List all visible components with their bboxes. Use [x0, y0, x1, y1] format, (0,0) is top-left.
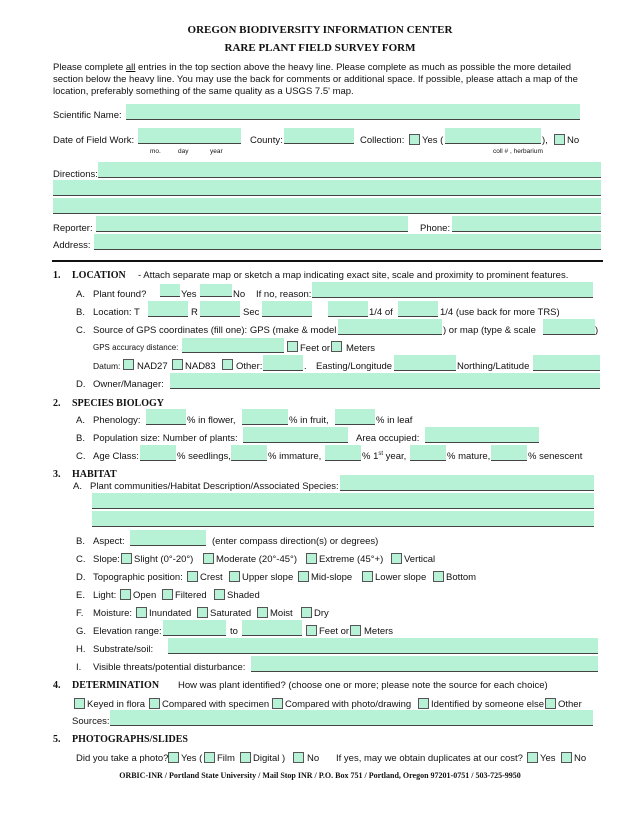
mature-field[interactable] — [410, 445, 446, 461]
slope-label: Slope: — [93, 554, 120, 565]
footer-address: ORBIC-INR / Portland State University / Mail Stop INR / P.O. Box 751 / Portland, Oregon 97201-0751 / 503-725-9950 — [119, 771, 521, 780]
in-leaf-label: % in leaf — [376, 415, 413, 426]
trs-township-label: Location: T — [93, 307, 140, 318]
slope-slight-label: Slight (0°-20°) — [134, 554, 194, 565]
topo-mid-checkbox[interactable] — [298, 571, 309, 582]
reason-label: If no, reason: — [256, 289, 312, 300]
map-scale-field[interactable] — [543, 319, 595, 335]
duplicates-yes-checkbox[interactable] — [527, 752, 538, 763]
quarter-1-field[interactable] — [328, 301, 368, 317]
elevation-feet-label: Feet or — [319, 626, 350, 637]
reporter-field[interactable] — [96, 216, 408, 232]
intro-paragraph — [53, 62, 598, 98]
seedlings-field[interactable] — [140, 445, 176, 461]
compared-specimen-label: Compared with specimen — [162, 699, 270, 710]
topo-bottom-checkbox[interactable] — [433, 571, 444, 582]
topo-bottom-label: Bottom — [446, 572, 477, 583]
address-label: Address: — [53, 240, 91, 251]
nad27-checkbox[interactable] — [123, 359, 134, 370]
gps-source-label: Source of GPS coordinates (fill one): GPS (make & model — [93, 325, 337, 336]
collection-hint: coll # , herbarium — [493, 148, 543, 155]
form-title: RARE PLANT FIELD SURVEY FORM — [224, 42, 416, 54]
collection-no-label: No — [567, 135, 580, 146]
photo-yes-checkbox[interactable] — [168, 752, 179, 763]
age-class-label: Age Class: — [93, 451, 139, 462]
range-field[interactable] — [200, 301, 240, 317]
plant-communities-field-2[interactable] — [92, 493, 594, 509]
gps-accuracy-field[interactable] — [182, 338, 284, 353]
species-a-letter: A. — [76, 415, 85, 426]
phenology-label: Phenology: — [93, 415, 141, 426]
directions-label: Directions: — [53, 169, 98, 180]
sources-label: Sources: — [72, 716, 110, 727]
easting-label: Easting/Longitude — [316, 361, 393, 372]
sources-field[interactable] — [110, 710, 593, 726]
location-b-letter: B. — [76, 307, 85, 318]
moisture-moist-label: Moist — [270, 608, 293, 619]
datum-other-label: Other: — [236, 361, 263, 372]
section-field[interactable] — [262, 301, 312, 317]
compared-photo-label: Compared with photo/drawing — [285, 699, 412, 710]
topo-mid-label: Mid-slope — [311, 572, 353, 583]
light-open-label: Open — [133, 590, 157, 601]
collection-no-checkbox[interactable] — [554, 134, 565, 145]
date-field[interactable] — [138, 128, 241, 144]
photo-film-checkbox[interactable] — [204, 752, 215, 763]
threats-label: Visible threats/potential disturbance: — [93, 662, 246, 673]
elevation-from-field[interactable] — [163, 620, 226, 636]
number-of-plants-field[interactable] — [243, 427, 348, 443]
senescent-label: % senescent — [528, 451, 583, 462]
photo-digital-checkbox[interactable] — [240, 752, 251, 763]
substrate-field[interactable] — [168, 638, 598, 654]
photo-no-label: No — [307, 753, 320, 764]
fruit-percent-field[interactable] — [242, 409, 288, 425]
moisture-saturated-checkbox[interactable] — [197, 607, 208, 618]
township-field[interactable] — [148, 301, 188, 317]
county-label: County: — [250, 135, 283, 146]
first-year-sup: st — [378, 451, 384, 457]
datum-label: Datum: — [93, 361, 121, 371]
first-year-label — [362, 451, 406, 462]
moisture-saturated-label: Saturated — [210, 608, 252, 619]
elevation-to-field[interactable] — [242, 620, 302, 636]
light-label: Light: — [93, 590, 117, 601]
immature-label: % immature, — [268, 451, 322, 462]
scientific-name-label: Scientific Name: — [53, 110, 122, 121]
species-biology-heading: SPECIES BIOLOGY — [72, 398, 164, 409]
aspect-hint: (enter compass direction(s) or degrees) — [212, 536, 379, 547]
photo-digital-label: Digital ) — [253, 753, 286, 764]
determination-number: 4. — [53, 680, 61, 691]
nad83-checkbox[interactable] — [172, 359, 183, 370]
intro-post: entries in the top section above the heavy line. Please complete as much as possible the more detailed section below the heavy line. You may use the back for comments or additional space. If possible, please attach a map of the location, preferably something of the same quality as a USGS 7.5' map. — [53, 62, 578, 97]
photo-yes-label: Yes ( — [181, 753, 203, 764]
keyed-flora-checkbox[interactable] — [74, 698, 85, 709]
datum-period: . — [304, 361, 307, 372]
slope-moderate-label: Moderate (20°-45°) — [216, 554, 297, 565]
moisture-inundated-label: Inundated — [149, 608, 192, 619]
light-shaded-checkbox[interactable] — [214, 589, 225, 600]
nad83-label: NAD83 — [185, 361, 216, 372]
northing-field[interactable] — [533, 355, 600, 371]
topo-upper-checkbox[interactable] — [229, 571, 240, 582]
directions-field-2[interactable] — [53, 180, 601, 196]
leaf-percent-field[interactable] — [335, 409, 375, 425]
topo-upper-label: Upper slope — [242, 572, 294, 583]
aspect-field[interactable] — [130, 530, 206, 546]
elevation-meters-checkbox[interactable] — [350, 625, 361, 636]
light-shaded-label: Shaded — [227, 590, 260, 601]
habitat-g-letter: G. — [76, 626, 87, 637]
species-b-letter: B. — [76, 433, 85, 444]
phone-label: Phone: — [420, 223, 451, 234]
plant-found-no-label: No — [233, 289, 246, 300]
habitat-c-letter: C. — [76, 554, 86, 565]
determination-other-label: Other — [558, 699, 582, 710]
mature-label: % mature, — [447, 451, 491, 462]
datum-other-checkbox[interactable] — [222, 359, 233, 370]
gps-feet-checkbox[interactable] — [287, 341, 298, 352]
easting-field[interactable] — [394, 355, 456, 371]
location-number: 1. — [53, 270, 61, 281]
date-mo-hint: mo. — [150, 148, 161, 155]
map-close-paren: ) — [595, 325, 599, 336]
slope-extreme-label: Extreme (45°+) — [319, 554, 384, 565]
collection-yes-checkbox[interactable] — [409, 134, 420, 145]
intro-pre: Please complete — [53, 62, 126, 73]
heavy-divider — [52, 260, 603, 262]
habitat-b-letter: B. — [76, 536, 85, 547]
area-occupied-field[interactable] — [425, 427, 539, 443]
date-day-hint: day — [178, 148, 189, 155]
photo-no-checkbox[interactable] — [293, 752, 304, 763]
nad27-label: NAD27 — [137, 361, 168, 372]
substrate-label: Substrate/soil: — [93, 644, 154, 655]
determination-heading: DETERMINATION — [72, 680, 160, 691]
area-occupied-label: Area occupied: — [356, 433, 420, 444]
photo-film-label: Film — [217, 753, 235, 764]
plant-communities-field-1[interactable] — [340, 475, 594, 491]
slope-vertical-checkbox[interactable] — [391, 553, 402, 564]
immature-field[interactable] — [231, 445, 267, 461]
datum-other-field[interactable] — [263, 355, 303, 371]
photos-heading: PHOTOGRAPHS/SLIDES — [72, 734, 188, 745]
moisture-label: Moisture: — [93, 608, 133, 619]
light-open-checkbox[interactable] — [120, 589, 131, 600]
habitat-a-letter: A. — [73, 481, 82, 492]
gps-meters-checkbox[interactable] — [331, 341, 342, 352]
topo-lower-checkbox[interactable] — [362, 571, 373, 582]
habitat-f-letter: F. — [76, 608, 84, 619]
slope-slight-checkbox[interactable] — [121, 553, 132, 564]
moisture-moist-checkbox[interactable] — [257, 607, 268, 618]
trs-section-label: Sec — [243, 307, 260, 318]
habitat-heading: HABITAT — [72, 469, 117, 480]
seedlings-label: % seedlings, — [177, 451, 231, 462]
phone-field[interactable] — [452, 216, 601, 232]
photos-number: 5. — [53, 734, 61, 745]
date-label: Date of Field Work: — [53, 135, 135, 146]
species-biology-number: 2. — [53, 398, 61, 409]
plant-found-label: Plant found? — [93, 289, 147, 300]
habitat-h-letter: H. — [76, 644, 86, 655]
species-c-letter: C. — [76, 451, 86, 462]
slope-extreme-checkbox[interactable] — [306, 553, 317, 564]
county-field[interactable] — [284, 128, 354, 144]
determination-question: How was plant identified? (choose one or more; please note the source for each choice) — [178, 680, 548, 691]
moisture-inundated-checkbox[interactable] — [136, 607, 147, 618]
moisture-dry-checkbox[interactable] — [301, 607, 312, 618]
topo-crest-label: Crest — [200, 572, 223, 583]
map-type-label: ) or map (type & scale — [443, 325, 536, 336]
first-year-post: year, — [383, 451, 407, 463]
collection-close-paren: ), — [542, 135, 548, 146]
location-d-letter: D. — [76, 379, 86, 390]
directions-field-3[interactable] — [53, 198, 601, 214]
identified-else-checkbox[interactable] — [418, 698, 429, 709]
quarter-2-field[interactable] — [398, 301, 438, 317]
topo-crest-checkbox[interactable] — [187, 571, 198, 582]
moisture-dry-label: Dry — [314, 608, 329, 619]
first-year-field[interactable] — [325, 445, 361, 461]
keyed-flora-label: Keyed in flora — [87, 699, 146, 710]
duplicates-no-checkbox[interactable] — [561, 752, 572, 763]
reason-field[interactable] — [312, 282, 593, 298]
gps-feet-label: Feet or — [300, 343, 331, 354]
aspect-label: Aspect: — [93, 536, 125, 547]
determination-other-checkbox[interactable] — [545, 698, 556, 709]
habitat-i-letter: I. — [76, 662, 82, 673]
location-a-letter: A. — [76, 289, 85, 300]
org-title: OREGON BIODIVERSITY INFORMATION CENTER — [187, 24, 453, 36]
plant-communities-label: Plant communities/Habitat Description/Associated Species: — [90, 481, 339, 492]
habitat-e-letter: E. — [76, 590, 85, 601]
trs-range-label: R — [191, 307, 198, 318]
topo-lower-label: Lower slope — [375, 572, 427, 583]
plant-communities-field-3[interactable] — [92, 511, 594, 527]
flower-percent-field[interactable] — [146, 409, 186, 425]
gps-model-field[interactable] — [338, 319, 442, 335]
address-field[interactable] — [94, 234, 601, 250]
population-label: Population size: Number of plants: — [93, 433, 238, 444]
photo-question: Did you take a photo? — [76, 753, 169, 764]
duplicates-question: If yes, may we obtain duplicates at our cost? — [336, 753, 523, 764]
duplicates-yes-label: Yes — [540, 753, 556, 764]
intro-all: all — [125, 62, 136, 73]
identified-else-label: Identified by someone else — [431, 699, 545, 710]
scientific-name-field[interactable] — [126, 104, 580, 120]
senescent-field[interactable] — [491, 445, 527, 461]
plant-found-yes-label: Yes — [181, 289, 197, 300]
duplicates-no-label: No — [574, 753, 587, 764]
elevation-meters-label: Meters — [364, 626, 394, 637]
owner-label: Owner/Manager: — [93, 379, 164, 390]
in-flower-label: % in flower, — [187, 415, 236, 426]
date-year-hint: year — [210, 148, 223, 155]
light-filtered-checkbox[interactable] — [162, 589, 173, 600]
trs-quarter1-label: 1/4 of — [369, 307, 393, 318]
gps-accuracy-label: GPS accuracy distance: — [93, 343, 179, 352]
plant-found-yes-field[interactable] — [160, 284, 180, 297]
location-c-letter: C. — [76, 325, 86, 336]
slope-vertical-label: Vertical — [404, 554, 436, 565]
trs-quarter2-label: 1/4 (use back for more TRS) — [440, 307, 560, 318]
northing-label: Northing/Latitude — [457, 361, 530, 372]
threats-field[interactable] — [251, 656, 598, 672]
compared-photo-checkbox[interactable] — [272, 698, 283, 709]
elevation-label: Elevation range: — [93, 626, 162, 637]
slope-moderate-checkbox[interactable] — [203, 553, 214, 564]
location-description: - Attach separate map or sketch a map indicating exact site, scale and proximity to prominent features. — [138, 270, 569, 281]
in-fruit-label: % in fruit, — [289, 415, 329, 426]
collection-yes-label: Yes ( — [422, 135, 444, 146]
gps-meters-label: Meters — [346, 343, 376, 354]
topo-label: Topographic position: — [93, 572, 183, 583]
elevation-feet-checkbox[interactable] — [306, 625, 317, 636]
habitat-d-letter: D. — [76, 572, 86, 583]
location-heading: LOCATION — [72, 270, 126, 281]
light-filtered-label: Filtered — [175, 590, 207, 601]
habitat-number: 3. — [53, 469, 61, 480]
collection-number-field[interactable] — [445, 128, 541, 144]
reporter-label: Reporter: — [53, 223, 93, 234]
owner-field[interactable] — [170, 373, 600, 389]
directions-field-1[interactable] — [98, 162, 601, 178]
first-year-pre: % 1 — [362, 451, 379, 463]
elevation-to-label: to — [230, 626, 238, 637]
compared-specimen-checkbox[interactable] — [149, 698, 160, 709]
plant-found-no-field[interactable] — [200, 284, 232, 297]
collection-label: Collection: — [360, 135, 405, 146]
